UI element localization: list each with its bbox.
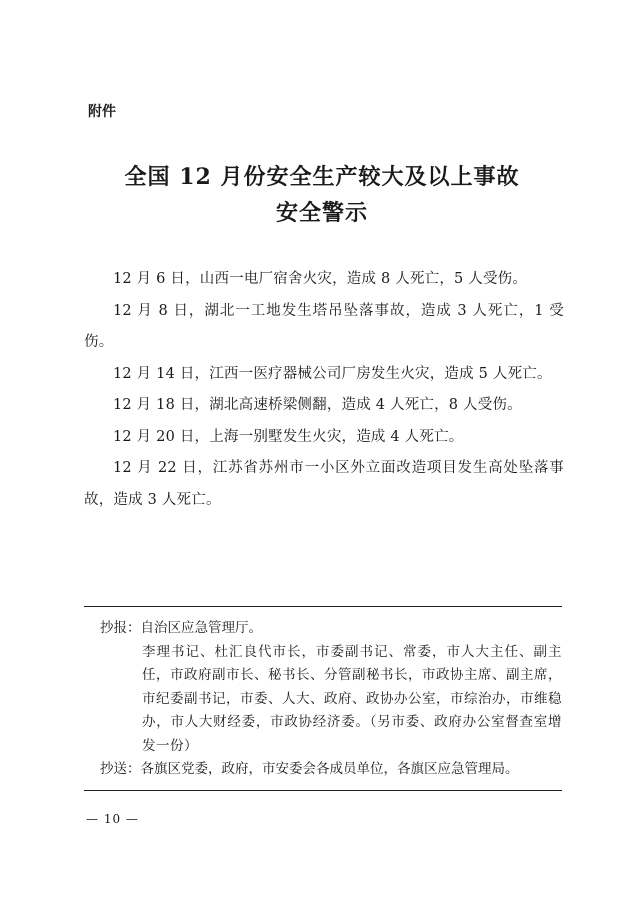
incident-item: 12 月 6 日，山西一电厂宿舍火灾，造成 8 人死亡，5 人受伤。 xyxy=(113,271,528,287)
copy-label: 抄送： xyxy=(100,761,141,777)
incident-item: 12 月 22 日，江苏省苏州市一小区外立面改造项目发生高处坠落事故，造成 3 人死亡。 xyxy=(84,460,564,508)
document-title-line-2: 安全警示 xyxy=(275,200,368,226)
report-line xyxy=(100,617,562,641)
distribution-top-rule xyxy=(84,606,562,607)
incident-item: 12 月 8 日，湖北一工地发生塔吊坠落事故，造成 3 人死亡，1 受伤。 xyxy=(84,302,564,350)
incident-item: 12 月 20 日，上海一别墅发生火灾，造成 4 人死亡。 xyxy=(113,428,464,445)
copy-to: 各旗区党委，政府，市安委会各成员单位，各旗区应急管理局。 xyxy=(140,761,519,777)
report-recipients: 李理书记、杜汇良代市长，市委副书记、常委，市人大主任、副主任，市政府副市长、秘书长、分管副秘书长，市政协主席、副主席，市纪委副书记，市委、人大、政府、政协办公室，市综治办，市维稳办，市人大财经委，市政协经济委。（另市委、政府办公室督查室增发一份） xyxy=(142,643,562,754)
incident-item: 12 月 18 日，湖北高速桥梁侧翻，造成 4 人死亡，8 人受伤。 xyxy=(113,397,522,413)
incident-list xyxy=(84,264,564,516)
report-label: 抄报： xyxy=(100,620,141,636)
report-to: 自治区应急管理厅。 xyxy=(140,620,262,636)
distribution-bottom-rule xyxy=(84,790,562,791)
distribution-block xyxy=(100,617,562,782)
copy-line xyxy=(100,758,562,782)
attachment-label: 附件 xyxy=(88,104,116,120)
page-number: — 10 — xyxy=(86,812,139,826)
incident-item: 12 月 14 日，江西一医疗器械公司厂房发生火灾，造成 5 人死亡。 xyxy=(113,365,552,382)
document-title-line-1: 全国 12 月份安全生产较大及以上事故 xyxy=(124,164,520,190)
